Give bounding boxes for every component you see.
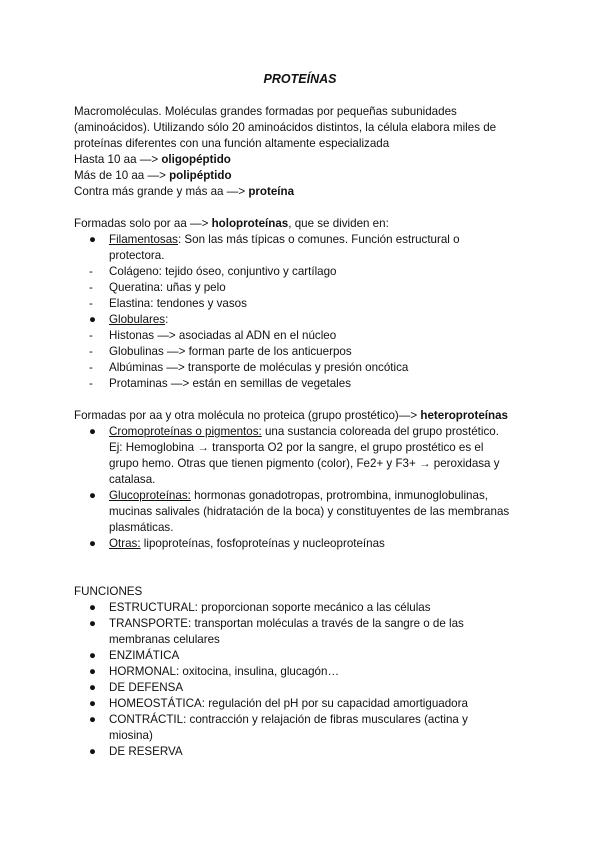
dash-marker: -	[89, 377, 93, 390]
list-item-continuation	[74, 472, 544, 488]
item-text: lipoproteínas, fosfoproteínas y nucleoproteínas	[140, 537, 385, 550]
heading-text: , que se dividen en:	[288, 217, 389, 230]
item-text: catalasa.	[109, 473, 156, 486]
list-item	[74, 296, 544, 312]
list-item	[74, 312, 544, 328]
list-item	[74, 488, 544, 504]
bullet-marker: ●	[89, 697, 97, 710]
list-item	[74, 696, 544, 712]
dash-marker: -	[89, 361, 93, 374]
bullet-marker: ●	[89, 425, 97, 438]
size-row-text: Hasta 10 aa —>	[74, 153, 162, 166]
item-text: Protaminas —> están en semillas de vegetales	[109, 377, 351, 390]
holoproteins-heading	[74, 216, 544, 232]
intro-line: proteínas diferentes con una función altamente especializada	[74, 137, 390, 150]
bullet-marker: ●	[89, 649, 97, 662]
bullet-marker: ●	[89, 233, 97, 246]
list-item	[74, 232, 544, 248]
list-item-continuation	[74, 248, 544, 264]
item-text: miosina)	[109, 729, 153, 742]
size-row-term: oligopéptido	[161, 153, 231, 166]
item-text: grupo hemo. Otras que tienen pigmento (color), Fe2+ y F3+ → peroxidasa y	[109, 457, 500, 470]
list-item	[74, 280, 544, 296]
list-item	[74, 360, 544, 376]
list-item	[74, 712, 544, 728]
heading-term: heteroproteínas	[420, 409, 508, 422]
dash-marker: -	[89, 329, 93, 342]
intro-line: Macromoléculas. Moléculas grandes formadas por pequeñas subunidades	[74, 105, 457, 118]
functions-section	[74, 584, 544, 760]
page-title: PROTEÍNAS	[263, 72, 337, 86]
bullet-marker: ●	[89, 537, 97, 550]
list-item	[74, 680, 544, 696]
item-text: una sustancia coloreada del grupo prostético.	[261, 425, 499, 438]
underlined-term: Otras:	[109, 537, 141, 550]
list-item	[74, 600, 544, 616]
intro-line: (aminoácidos). Utilizando sólo 20 aminoácidos distintos, la célula elabora miles de	[74, 121, 497, 134]
heteroproteins-heading	[74, 408, 544, 424]
bullet-marker: ●	[89, 601, 97, 614]
size-row-text: Más de 10 aa —>	[74, 169, 170, 182]
item-text: Histonas —> asociadas al ADN en el núcleo	[109, 329, 337, 342]
heteroproteins-section	[74, 408, 544, 552]
item-text: Albúminas —> transporte de moléculas y presión oncótica	[109, 361, 409, 374]
list-item	[74, 616, 544, 632]
item-text: HOMEOSTÁTICA: regulación del pH por su capacidad amortiguadora	[109, 697, 468, 710]
dash-marker: -	[89, 265, 93, 278]
item-text: Ej: Hemoglobina → transporta O2 por la sangre, el grupo prostético es el	[109, 441, 484, 454]
heading-term: holoproteínas	[211, 217, 289, 230]
bullet-marker: ●	[89, 713, 97, 726]
list-item	[74, 264, 544, 280]
size-row-term: polipéptido	[169, 169, 232, 182]
bullet-marker: ●	[89, 489, 97, 502]
item-text: TRANSPORTE: transportan moléculas a través de la sangre o de las	[109, 617, 464, 630]
list-item	[74, 648, 544, 664]
size-row-term: proteína	[248, 185, 295, 198]
underlined-term: Globulares	[109, 313, 166, 326]
functions-heading: FUNCIONES	[74, 585, 143, 598]
item-text: membranas celulares	[109, 633, 220, 646]
bullet-marker: ●	[89, 665, 97, 678]
bullet-marker: ●	[89, 745, 97, 758]
item-text: DE RESERVA	[109, 745, 183, 758]
bullet-marker: ●	[89, 313, 97, 326]
functions-list	[74, 600, 544, 760]
underlined-term: Cromoproteínas o pigmentos:	[109, 425, 262, 438]
item-text: : Son las más típicas o comunes. Función estructural o	[177, 233, 460, 246]
item-text: ENZIMÁTICA	[109, 649, 180, 662]
intro-section	[74, 104, 544, 200]
item-text: protectora.	[109, 249, 165, 262]
item-text: :	[165, 313, 169, 326]
list-item-continuation	[74, 440, 544, 456]
item-text: DE DEFENSA	[109, 681, 184, 694]
list-item-continuation	[74, 520, 544, 536]
list-item	[74, 328, 544, 344]
dash-marker: -	[89, 281, 93, 294]
holoproteins-list	[74, 232, 544, 392]
list-item-continuation	[74, 504, 544, 520]
list-item-continuation	[74, 456, 544, 472]
bullet-marker: ●	[89, 681, 97, 694]
underlined-term: Filamentosas	[109, 233, 178, 246]
size-row-text: Contra más grande y más aa —>	[74, 185, 249, 198]
item-text: Queratina: uñas y pelo	[109, 281, 226, 294]
item-text: plasmáticas.	[109, 521, 174, 534]
item-text: ESTRUCTURAL: proporcionan soporte mecánico a las células	[109, 601, 431, 614]
size-row-proteina	[74, 184, 544, 200]
item-text: Colágeno: tejido óseo, conjuntivo y cartílago	[109, 265, 337, 278]
dash-marker: -	[89, 345, 93, 358]
holoproteins-section	[74, 216, 544, 392]
list-item	[74, 536, 544, 552]
list-item	[74, 344, 544, 360]
size-row-oligopeptido	[74, 152, 544, 168]
list-item	[74, 664, 544, 680]
list-item-continuation	[74, 728, 544, 744]
bullet-marker: ●	[89, 617, 97, 630]
size-row-polipeptido	[74, 168, 544, 184]
list-item	[74, 744, 544, 760]
item-text: Elastina: tendones y vasos	[109, 297, 247, 310]
list-item	[74, 424, 544, 440]
heteroproteins-list	[74, 424, 544, 552]
item-text: hormonas gonadotropas, protrombina, inmunoglobulinas,	[190, 489, 488, 502]
list-item	[74, 376, 544, 392]
item-text: CONTRÁCTIL: contracción y relajación de fibras musculares (actina y	[109, 713, 468, 726]
item-text: mucinas salivales (hidratación de la boca) y constituyentes de las membranas	[109, 505, 510, 518]
item-text: HORMONAL: oxitocina, insulina, glucagón…	[109, 665, 340, 678]
list-item-continuation	[74, 632, 544, 648]
dash-marker: -	[89, 297, 93, 310]
item-text: Globulinas —> forman parte de los anticuerpos	[109, 345, 352, 358]
heading-text: Formadas solo por aa —>	[74, 217, 212, 230]
underlined-term: Glucoproteínas:	[109, 489, 191, 502]
heading-text: Formadas por aa y otra molécula no proteica (grupo prostético)—>	[74, 409, 421, 422]
